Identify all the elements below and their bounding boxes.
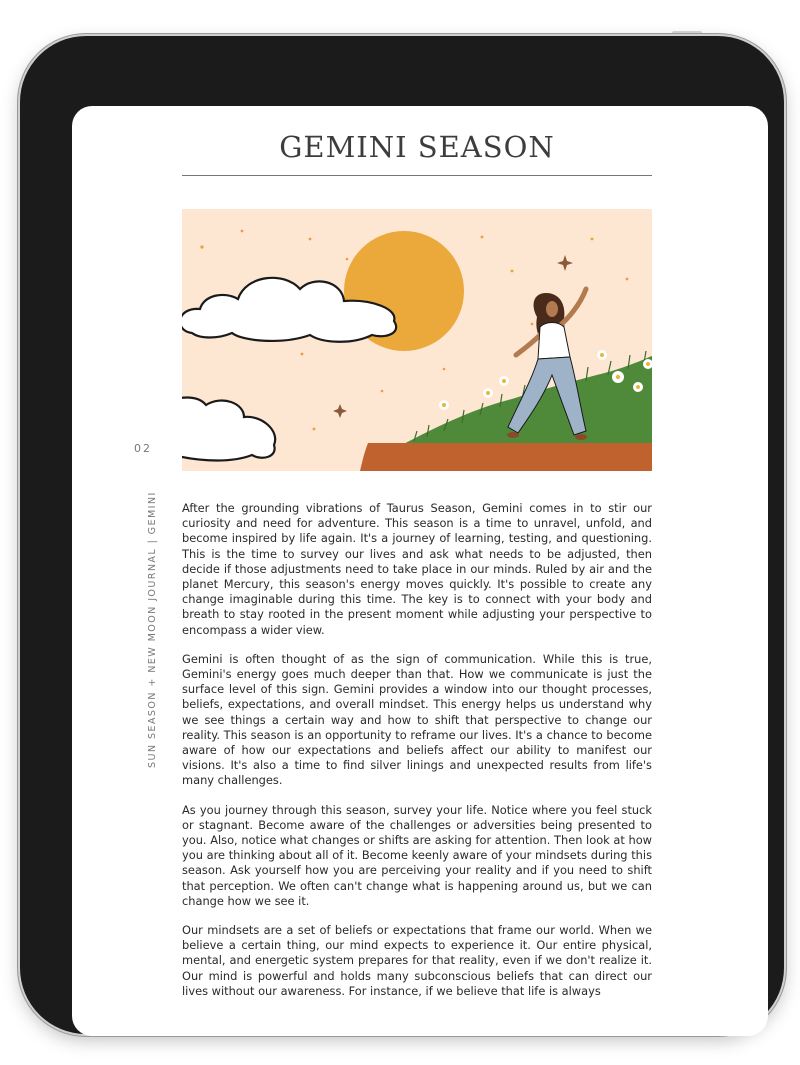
- paragraph: Our mindsets are a set of beliefs or expectations that frame our world. When we believe a certain thing, our mind expects to experience it. Our entire physical, mental, and energetic system prepares for that reality, even if we don't realize it. Our mind is powerful and holds many subconscious beliefs that can direct our lives without our awareness. For instance, if we believe that life is always: [182, 923, 652, 998]
- header-illustration: [182, 209, 652, 471]
- page-title: GEMINI SEASON: [279, 130, 555, 164]
- article-body: [182, 501, 652, 1013]
- paragraph: As you journey through this season, survey your life. Notice where you feel stuck or stagnant. Become aware of the challenges or adversities being presented to you. Also, notice what changes or shifts are asking for attention. Then look at how you are thinking about all of it. Become keenly aware of your mindsets during this season. Ask yourself how you are perceiving your reality and if you need to shift that perception. We often can't change what is happening around us, but we can change how we see it.: [182, 802, 652, 908]
- page-number: 02: [134, 442, 152, 455]
- top-button[interactable]: [672, 31, 702, 35]
- tablet-frame: [20, 36, 784, 1034]
- document-page: [72, 106, 768, 1036]
- journal-sidebar-label: SUN SEASON + NEW MOON JOURNAL | GEMINI: [147, 491, 158, 768]
- cliff-edge: [360, 443, 652, 471]
- paragraph: After the grounding vibrations of Taurus Season, Gemini comes in to stir our curiosity and need for adventure. This season is a time to unravel, unfold, and become inspired by life again. It's a journey of learning, testing, and questioning. This is the time to survey our lives and ask what needs to be adjusted, then decide if those adjustments need to take place in our minds. Ruled by air and the planet Mercury, this season's energy moves quickly. It's possible to create any change imaginable during this time. The key is to connect with your body and breath to stay rooted in the present moment while adjusting your perspective to encompass a wider view.: [182, 501, 652, 637]
- paragraph: Gemini is often thought of as the sign of communication. While this is true, Gemini's energy goes much deeper than that. How we communicate is just the surface level of this sign. Gemini provides a window into our thought processes, beliefs, expectations, and overall mindset. This energy helps us understand why we see things a certain way and how to shift that perspective to change our reality. This season is an opportunity to reframe our lives. It's a chance to become aware of how our expectations and beliefs affect our ability to manifest our visions. It's also a time to find silver linings and unexpected results from life's many challenges.: [182, 651, 652, 788]
- title-divider: [182, 175, 652, 176]
